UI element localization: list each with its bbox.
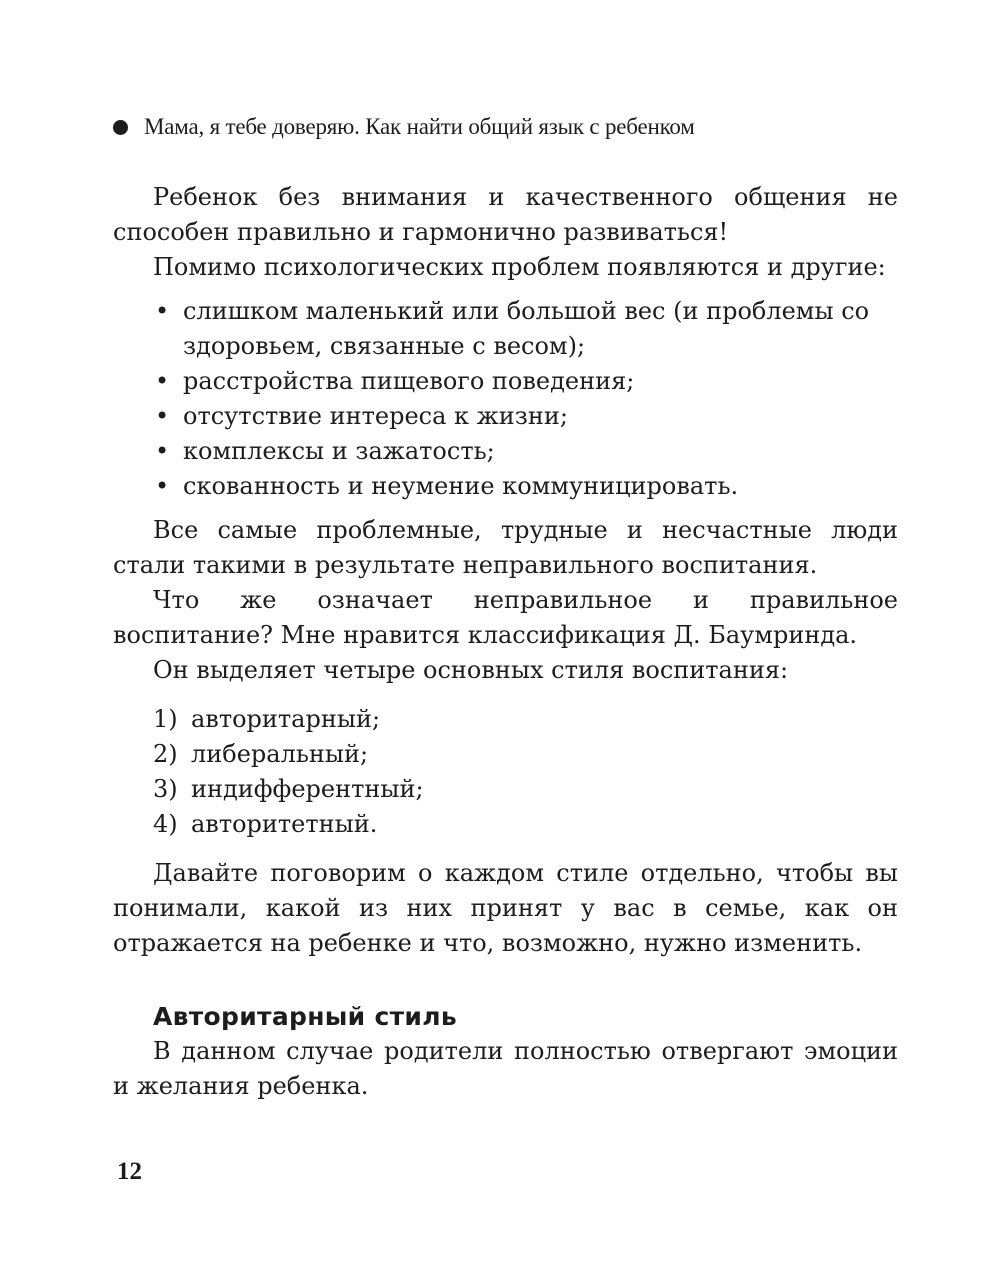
list-item: • скованность и неумение коммуницировать. (153, 469, 898, 504)
paragraph: Он выделяет четыре основных стиля воспитания: (153, 656, 789, 684)
list-item: 2) либеральный; (153, 740, 369, 768)
paragraph: Ребенок без внимания и качественного общения не способен правильно и гармонично развиваться! (113, 183, 898, 246)
section-heading: Авторитарный стиль (153, 1002, 457, 1031)
page-body (113, 180, 898, 1104)
list-item: • комплексы и зажатость; (153, 434, 898, 469)
bullet-dot-icon (113, 120, 128, 135)
bullet-icon: • (155, 402, 170, 430)
paragraph: Давайте поговорим о каждом стиле отдельно, чтобы вы понимали, какой из них принят у вас в семье, как он отражается на ребенке и что, возможно, нужно изменить. (113, 859, 898, 957)
problems-list (113, 294, 898, 504)
paragraph: Помимо психологических проблем появляются и другие: (153, 253, 886, 281)
bullet-icon: • (155, 472, 170, 500)
list-item: 3) индифферентный; (153, 775, 424, 803)
running-header (113, 114, 695, 140)
list-item: • расстройства пищевого поведения; (153, 364, 898, 399)
page-number: 12 (117, 1158, 142, 1185)
styles-list (113, 702, 898, 842)
paragraph: Что же означает неправильное и правильное воспитание? Мне нравится классификация Д. Баумринда. (113, 586, 898, 649)
book-title: Мама, я тебе доверяю. Как найти общий язык с ребенком (144, 114, 695, 139)
bullet-icon: • (155, 297, 170, 325)
list-item: 1) авторитарный; (153, 705, 381, 733)
bullet-icon: • (155, 437, 170, 465)
paragraph: В данном случае родители полностью отвергают эмоции и желания ребенка. (113, 1037, 898, 1100)
bullet-icon: • (155, 367, 170, 395)
paragraph: Все самые проблемные, трудные и несчастные люди стали такими в результате неправильного воспитания. (113, 516, 898, 579)
list-item: • слишком маленький или большой вес (и проблемы со здоровьем, связанные с весом); (153, 294, 898, 364)
list-item: 4) авторитетный. (153, 810, 378, 838)
list-item: • отсутствие интереса к жизни; (153, 399, 898, 434)
